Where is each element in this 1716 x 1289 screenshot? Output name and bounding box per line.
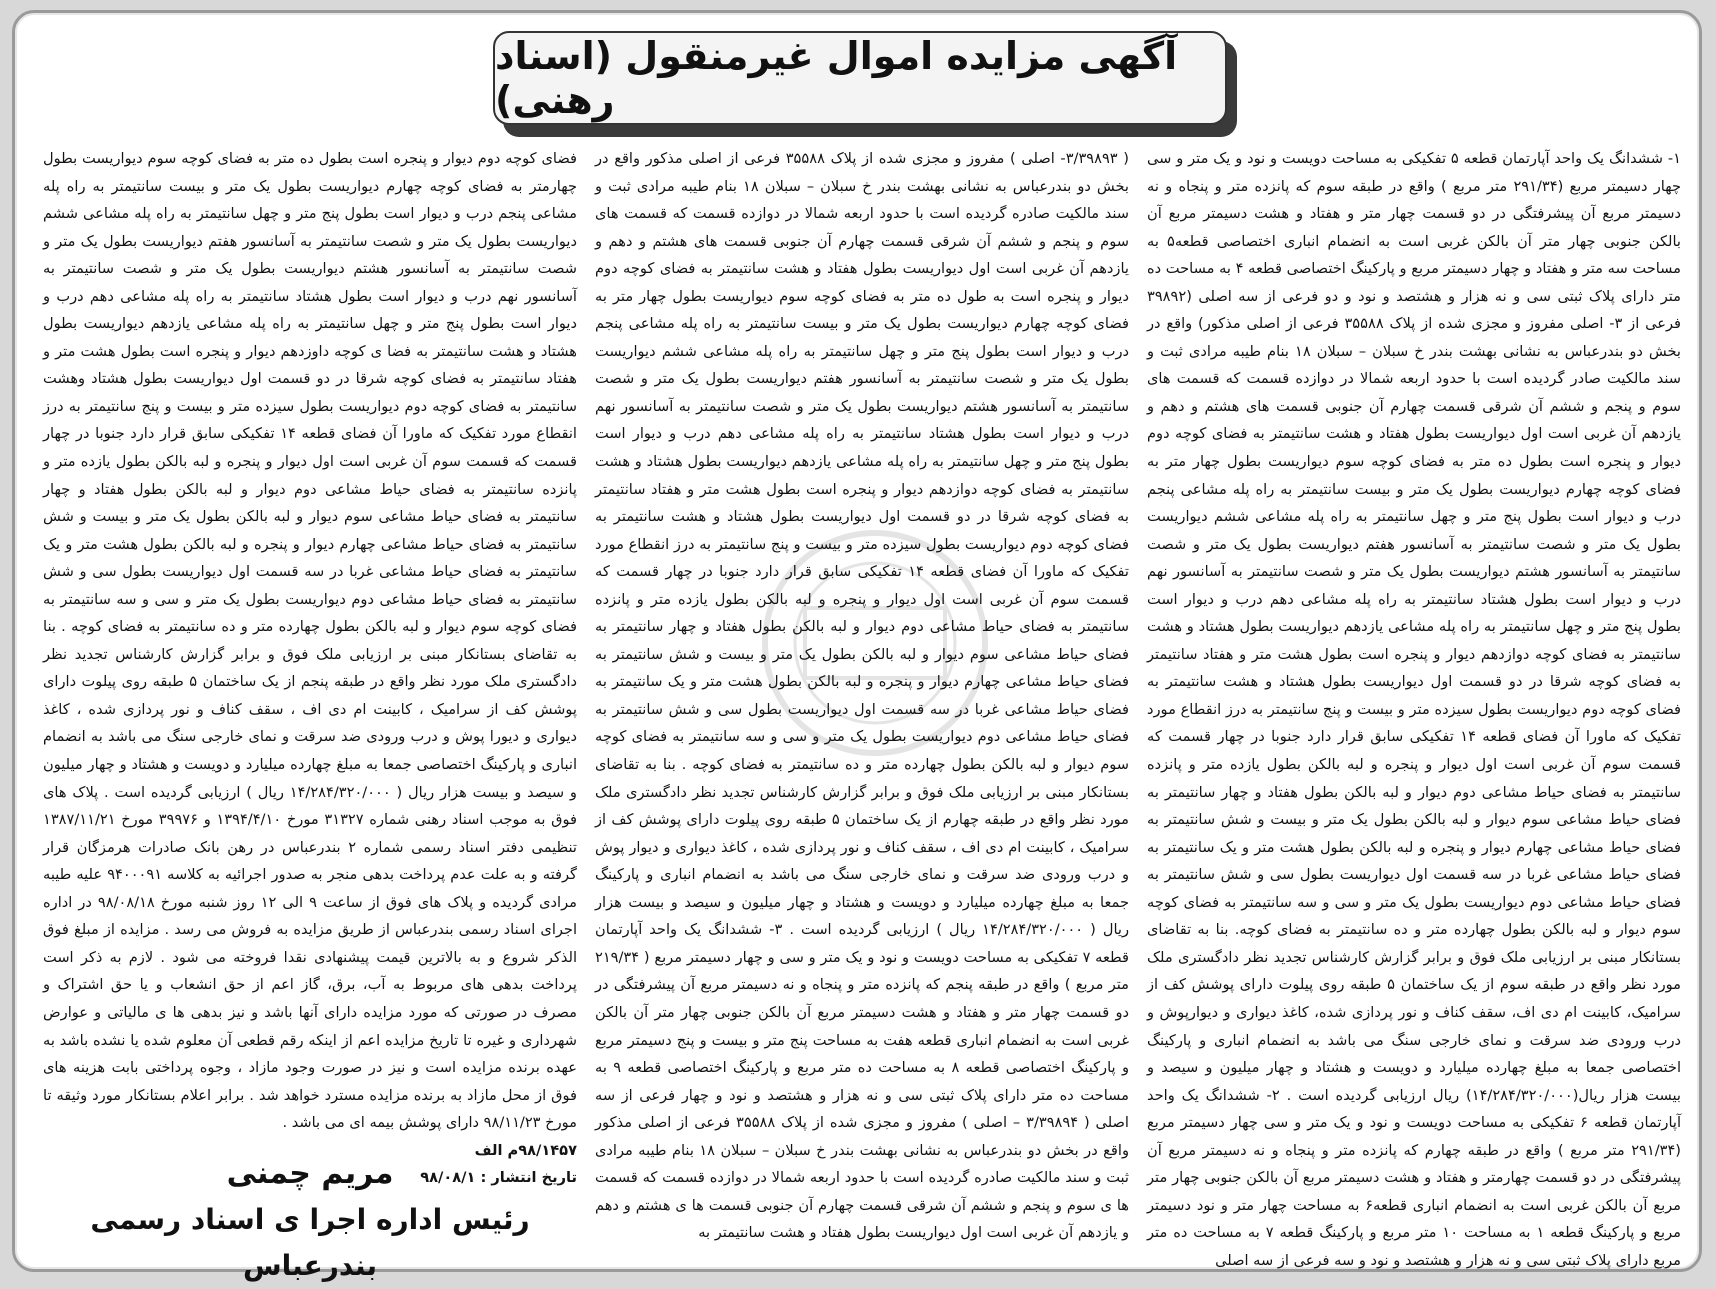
signatory-name: مریم چمنی bbox=[226, 1156, 394, 1191]
column-middle bbox=[595, 145, 1129, 1263]
announcement-frame bbox=[12, 10, 1702, 1282]
column-left-text: فضای کوچه دوم دیوار و پنجره است بطول ده متر به فضای کوچه سوم دیواریست بطول چهارمتر به فضای کوچه چهارم دیواریست بطول یک متر و بیست سانتیمتر به راه پله مشاعی پنجم درب و دیوار است بطول پنج متر و چهل سانتیمتر به راه پله مشاعی ششم دیواریست بطول یک متر و شصت سانتیمتر به آسانسور هفتم دیواریست بطول یک متر و شصت سانتیمتر به آسانسور هشتم دیواریست بطول یک متر و شصت سانتیمتر به آسانسور نهم درب و دیوار است بطول هشتاد سانتیمتر به راه پله مشاعی دهم درب و دیوار است بطول پنج متر و چهل سانتیمتر به راه پله مشاعی یازدهم دیواریست بطول هشتاد و هشت سانتیمتر به فضا ی کوچه داوزدهم دیوار و پنجره است بطول هشت متر و هفتاد سانتیمتر به فضای کوچه شرقا در دو قسمت اول دیواریست بطول هشتاد وهشت سانتیمتر به فضای کوچه دوم دیواریست بطول سیزده متر و بیست و پنج سانتیمتر به درز انقطاع مورد تفکیک که ماورا آن فضای قطعه ۱۴ تفکیکی سابق قرار دارد جنوبا در چهار قسمت که قسمت سوم آن غربی است اول دیوار و پنجره و لبه بالکن بطول یازده متر و پانزده سانتیمتر به فضای حیاط مشاعی دوم دیوار و لبه بالکن بطول هفتاد و چهار سانتیمتر به فضای حیاط مشاعی سوم دیوار و لبه بالکن بطول یک متر و بیست و شش سانتیمتر به فضای حیاط مشاعی چهارم دیوار و پنجره و لبه بالکن بطول هشت متر و یک سانتیمتر به فضای حیاط مشاعی غربا در سه قسمت اول دیواریست بطول سی و شش سانتیمتر به فضای حیاط مشاعی دوم دیواریست بطول یک متر و سی و سه سانتیمتر به فضای کوچه سوم دیوار و لبه بالکن بطول چهارده متر و ده سانتیمتر به فضای کوچه . بنا به تقاضای بستانکار مبنی بر ارزیابی ملک فوق و برابر گزارش کارشناس تجدید نظر دادگستری ملک مورد نظر واقع در طبقه پنجم از یک ساختمان ۵ طبقه روی پیلوت دارای پوشش کف از سرامیک ، کابینت ام دی اف ، سقف کناف و نور پردازی شده ، کاغذ دیواری و دیورا پوش و درب ورودی ضد سرقت و نمای خارجی سنگ می باشد به انضمام انباری و پارکینگ اختصاصی جمعا به مبلغ چهارده میلیارد و دویست و هشتاد و چهار میلیون و سیصد و بیست هزار ریال ( ۱۴/۲۸۴/۳۲۰/۰۰۰ ریال ) ارزیابی گردیده است . پلاک های فوق به موجب اسناد رهنی شماره ۳۱۳۲۷ مورخ ۱۳۹۴/۴/۱۰ و ۳۹۹۷۶ مورخ ۱۳۸۷/۱۱/۲۱ تنظیمی دفتر اسناد رسمی شماره ۲ بندرعباس در رهن بانک صادرات هرمزگان قرار گرفته و به علت عدم پرداخت بدهی منجر به صدور اجرائیه به کلاسه ۹۴۰۰۰۹۱ علیه طیبه مرادی گردیده و پلاک های فوق از ساعت ۹ الی ۱۲ روز شنبه مورخ ۹۸/۰۸/۱۸ در اداره اجرای اسناد رسمی بندرعباس از طریق مزایده به فروش می رسد . مزایده از مبلغ فوق الذکر شروع و به بالاترین قیمت پیشنهادی نقدا فروخته می شود . لازم به ذکر است پرداخت بدهی های مربوط به آب، برق، گاز اعم از حق انشعاب و یا حق اشتراک و مصرف در صورتی که مورد مزایده دارای آنها باشد و نیز بدهی ها ی مالیاتی و عوارض شهرداری و غیره تا تاریخ مزایده اعم از اینکه رقم قطعی آن معلوم شده یا نشده باشد به عهده برنده مزایده است و نیز در صورت وجود مازاد ، وجوه پرداختی بابت هزینه های فوق از محل مازاد به برنده مزایده مسترد خواهد شد . برابر اعلام بستانکار مورد وثیقه تا مورخ ۹۸/۱۱/۲۳ دارای پوشش بیمه ای می باشد . bbox=[43, 150, 578, 1132]
columns bbox=[41, 145, 1682, 1282]
title-box bbox=[493, 31, 1227, 125]
reference-number: ۹۸/۱۴۵۷م الف bbox=[474, 1141, 577, 1159]
column-right-text: ۱- ششدانگ یک واحد آپارتمان قطعه ۵ تفکیکی به مساحت دویست و نود و یک متر و سی چهار دسیمتر مربع (۲۹۱/۳۴ متر مربع ) واقع در طبقه سوم که پانزده متر و پنجاه و نه دسیمتر مربع آن پیشرفتگی در دو قسمت چهار متر و هفتاد و هشت دسیمتر مربع آن بالکن جنوبی چهار متر آن بالکن غربی است به انضمام انباری اختصاصی قطعه۵ به مساحت سه متر و هفتاد و چهار دسیمتر مربع و پارکینگ اختصاصی قطعه ۴ به مساحت ده متر دارای پلاک ثبتی سی و نه هزار و هشتصد و نود و دو فرعی از سه اصلی (۳۹۸۹۲ فرعی از ۳- اصلی مفروز و مجزی شده از پلاک ۳۵۵۸۸ فرعی از اصلی مذکور) واقع در بخش دو بندرعباس به نشانی بهشت بندر خ سبلان – سبلان ۱۸ بنام طیبه مرادی ثبت و سند مالکیت صادر گردیده است با حدود اربعه شمالا در دوازده قسمت که قسمت های سوم و پنجم و ششم آن شرقی قسمت چهارم آن جنوبی قسمت های هشتم و دهم و یازدهم آن غربی است اول دیواریست بطول هفتاد و هشت سانتیمتر به فضای کوچه دوم دیوار و پنجره است بطول ده متر به فضای کوچه سوم دیواریست بطول چهار متر به فضای کوچه چهارم دیواریست بطول یک متر و بیست سانتیمتر به راه پله مشاعی پنجم درب و دیوار است بطول پنج متر و چهل سانتیمتر به راه پله مشاعی ششم دیواریست بطول یک متر و شصت سانتیمتر به آسانسور هفتم دیواریست بطول یک متر و شصت سانتیمتر به آسانسور هشتم دیواریست بطول یک متر و شصت سانتیمتر به آسانسور نهم درب و دیوار است بطول هشتاد سانتیمتر به راه پله مشاعی دهم درب و دیوار است بطول پنج متر و چهل سانتیمتر به راه پله مشاعی یازدهم دیواریست بطول هشتاد و هشت سانتیمتر به فضای کوچه دوازدهم دیوار و پنجره است بطول هشت متر و هفتاد سانتیمتر به فضای کوچه شرقا در دو قسمت اول دیواریست بطول هشتاد و هشت سانتیمتر به فضای کوچه دوم دیواریست بطول سیزده متر و بیست و پنج سانتیمتر به درز انقطاع مورد تفکیک که ماورا آن فضای قطعه ۱۴ تفکیکی سابق قرار دارد جنوبا در چهار قسمت که قسمت سوم آن غربی است اول دیوار و پنجره و لبه بالکن بطول یازده متر و پانزده سانتیمتر به فضای حیاط مشاعی دوم دیوار و لبه بالکن بطول هفتاد و چهار سانتیمتر به فضای حیاط مشاعی سوم دیوار و لبه بالکن بطول یک متر و بیست و شش سانتیمتر به فضای حیاط مشاعی چهارم دیوار و پنجره و لبه بالکن بطول هشت متر و یک سانتیمتر به فضای حیاط مشاعی غربا در سه قسمت اول دیواریست بطول سی و شش سانتیمتر به فضای حیاط مشاعی دوم دیواریست بطول یک متر و سی و سه سانتیمتر به فضای کوچه سوم دیوار و لبه بالکن بطول چهارده متر و ده سانتیمتر به فضای کوچه. بنا به تقاضای بستانکار مبنی بر ارزیابی ملک فوق و برابر گزارش کارشناس تجدید نظر دادگستری ملک مورد نظر واقع در طبقه سوم از یک ساختمان ۵ طبقه روی پیلوت دارای پوشش کف از سرامیک، کابینت ام دی اف، سقف کناف و نور پردازی شده، کاغذ دیواری و دیوارپوش و درب ورودی ضد سرقت و نمای خارجی سنگ می باشد به انضمام انباری و پارکینگ اختصاصی جمعا به مبلغ چهارده میلیارد و دویست و هشتاد و چهار میلیون و سیصد و بیست هزار ریال(۱۴/۲۸۴/۳۲۰/۰۰۰) ریال ارزیابی گردیده است . ۲- ششدانگ یک واحد آپارتمان قطعه ۶ تفکیکی به مساحت دویست و نود و یک متر و سی چهار دسیمتر مربع (۲۹۱/۳۴ متر مربع ) واقع در طبقه چهارم که پانزده متر و پنجاه و نه دسیمتر مربع آن پیشرفتگی در دو قسمت چهارمتر و هفتاد و هشت دسیمتر مربع آن بالکن جنوبی چهار متر مربع آن بالکن غربی است به انضمام انباری قطعه۶ به مساحت چهار متر و نود دسیمتر مربع و پارکینگ قطعه ۱ به مساحت ۱۰ متر مربع و پارکینگ قطعه ۷ به مساحت ده متر مربع دارای پلاک ثبتی سی و نه هزار و هشتصد و نود و سه فرعی از سه اصلی bbox=[1147, 150, 1682, 1269]
signature-block bbox=[43, 1151, 577, 1282]
publish-date: تاریخ انتشار : ۹۸/۰۸/۱ bbox=[420, 1169, 577, 1187]
page-title: آگهی مزایده اموال غیرمنقول (اسناد رهنی) bbox=[495, 34, 1178, 122]
signatory-title: رئیس اداره اجرا ی اسناد رسمی بندرعباس bbox=[90, 1203, 530, 1282]
column-right bbox=[1147, 145, 1682, 1269]
column-middle-text: ( ۳/۳۹۸۹۳- اصلی ) مفروز و مجزی شده از پلاک ۳۵۵۸۸ فرعی از اصلی مذکور واقع در بخش دو بندرعباس به نشانی بهشت بندر خ سبلان – سبلان ۱۸ بنام طیبه مرادی ثبت و سند مالکیت صادره گردیده است با حدود اربعه شمالا در دوازده قسمت که قسمت های سوم و پنجم و ششم آن شرقی قسمت چهارم آن جنوبی قسمت های هشتم و دهم و یازدهم آن غربی است اول دیواریست بطول هفتاد و هشت سانتیمتر به فضای کوچه دوم دیوار و پنجره است به طول ده متر به فضای کوچه سوم دیواریست بطول چهار متر به فضای کوچه چهارم دیواریست بطول یک متر و بیست سانتیمتر به راه پله مشاعی پنجم درب و دیوار است بطول پنج متر و چهل سانتیمتر به راه پله مشاعی ششم دیواریست بطول یک متر و شصت سانتیمتر به آسانسور هفتم دیواریست بطول یک متر و شصت سانتیمتر به آسانسور هشتم دیواریست بطول یک متر و شصت سانتیمتر به آسانسور نهم درب و دیوار است بطول هشتاد سانتیمتر به راه پله مشاعی دهم درب و دیوار است بطول پنج متر و چهل سانتیمتر به راه پله مشاعی یازدهم دیواریست بطول هشتاد و هشت سانتیمتر به فضای کوچه دوازدهم دیوار و پنجره است بطول هشت متر و هفتاد سانتیمتر به فضای کوچه شرقا در دو قسمت اول دیواریست بطول هشتاد و هشت سانتیمتر به فضای کوچه دوم دیواریست بطول سیزده متر و بیست و پنج سانتیمتر به درز انقطاع مورد تفکیک که ماورا آن فضای قطعه ۱۴ تفکیکی سابق قرار دارد جنوبا در چهار قسمت که قسمت سوم آن غربی است اول دیوار و پنجره و لبه بالکن بطول یازده متر و پانزده سانتیمتر به فضای حیاط مشاعی دوم دیوار و لبه بالکن بطول هفتاد و چهار سانتیمتر به فضای حیاط مشاعی سوم دیوار و لبه بالکن بطول یک متر و بیست و شش سانتیمتر به فضای حیاط مشاعی چهارم دیوار و پنجره و لبه بالکن بطول هشت متر و یک سانتیمتر به فضای حیاط مشاعی غربا در سه قسمت اول دیواریست بطول سی و شش سانتیمتر به فضای حیاط مشاعی دوم دیواریست بطول یک متر و سی و سه سانتیمتر به فضای کوچه سوم دیوار و لبه بالکن بطول چهارده متر و ده سانتیمتر به فضای کوچه . بنا به تقاضای بستانکار مبنی بر ارزیابی ملک فوق و برابر گزارش کارشناس تجدید نظر دادگستری ملک مورد نظر واقع در طبقه چهارم از یک ساختمان ۵ طبقه روی پیلوت دارای پوشش کف از سرامیک ، کابینت ام دی اف ، سقف کناف و نور پردازی شده ، کاغذ دیواری و دیوار پوش و درب ورودی ضد سرقت و نمای خارجی سنگ می باشد به انضمام انباری و پارکینگ جمعا به مبلغ چهارده میلیارد و دویست و هشتاد و چهار میلیون و سیصد و بیست هزار ریال ( ۱۴/۲۸۴/۳۲۰/۰۰۰ ریال ) ارزیابی گردیده است . ۳- ششدانگ یک واحد آپارتمان قطعه ۷ تفکیکی به مساحت دویست و نود و یک متر و سی و چهار دسیمتر مربع ( ۲۱۹/۳۴ متر مربع ) واقع در طبقه پنجم که پانزده متر و پنجاه و نه دسیمتر مربع آن پیشرفتگی در دو قسمت چهار متر و هفتاد و هشت دسیمتر مربع آن بالکن جنوبی چهار متر آن بالکن غربی است به انضمام انباری قطعه هفت به مساحت پنج متر و بیست و پنج دسیمتر مربع و پارکینگ اختصاصی قطعه ۸ به مساحت ده متر مربع و پارکینگ اختصاصی قطعه ۹ به مساحت ده متر دارای پلاک ثبتی سی و نه هزار و هشتصد و نود و چهار فرعی از سه اصلی ( ۳/۳۹۸۹۴ – اصلی ) مفروز و مجزی شده از پلاک ۳۵۵۸۸ فرعی از اصلی مذکور واقع در بخش دو بندرعباس به نشانی بهشت بندر خ سبلان – سبلان ۱۸ بنام طیبه مرادی ثبت و سند مالکیت صادره گردیده است با حدود اربعه شمالا در دوازده قسمت که قسمت ها ی سوم و پنجم و ششم آن شرقی قسمت چهارم آن جنوبی قسمت ها ی هشتم و دهم و یازدهم آن غربی است اول دیواریست بطول هفتاد و هشت سانتیمتر به bbox=[595, 150, 1129, 1242]
column-left bbox=[43, 145, 578, 1282]
title-banner bbox=[493, 31, 1233, 131]
